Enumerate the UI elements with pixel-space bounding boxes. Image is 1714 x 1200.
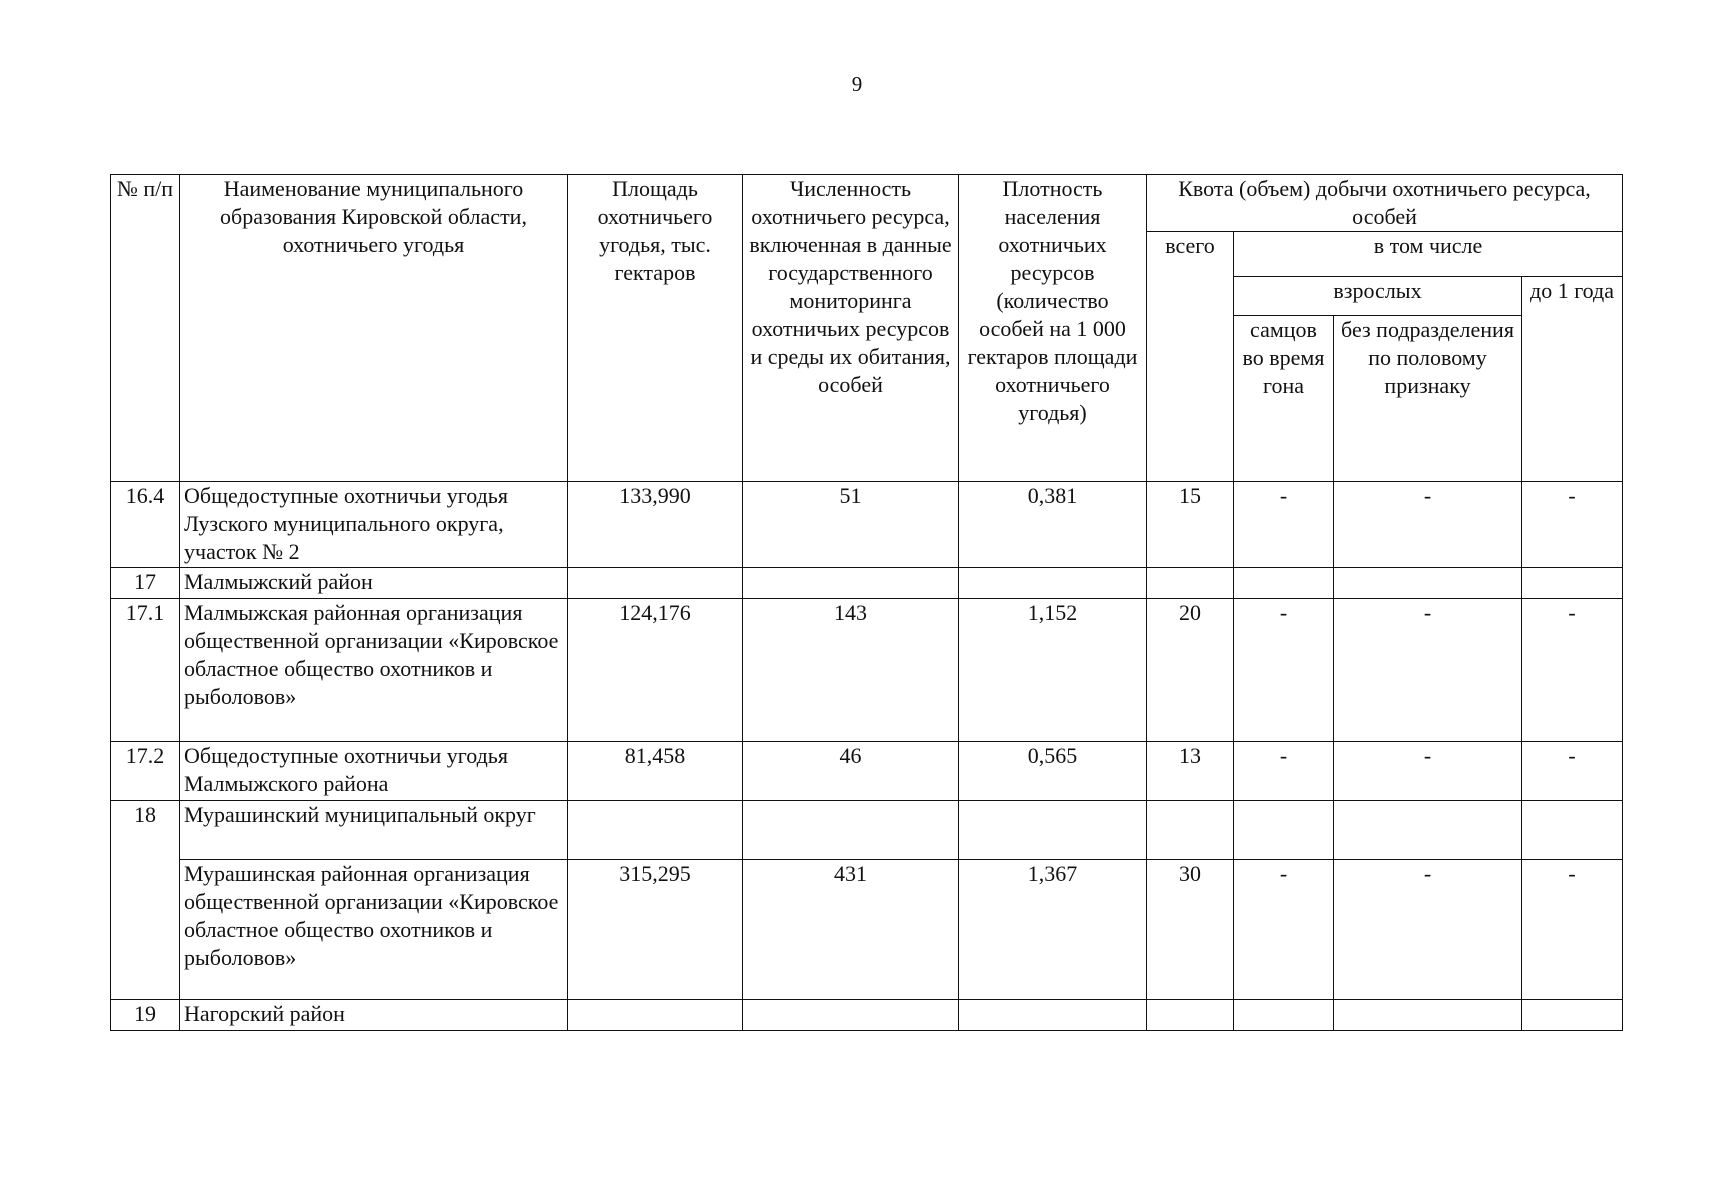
row-males: [1234, 568, 1334, 599]
row-area: 81,458: [568, 742, 743, 801]
row-name: Малмыжский район: [180, 568, 568, 599]
row-area: [568, 1000, 743, 1031]
row-name: Общедоступные охотничьи угодья Малмыжского района: [180, 742, 568, 801]
row-area: [568, 801, 743, 860]
table-row: [111, 568, 1623, 599]
row-young: -: [1522, 742, 1623, 801]
row-young: -: [1522, 599, 1623, 742]
row-name: Малмыжская районная организация общественной организации «Кировское областное общество охотников и рыболовов»: [180, 599, 568, 742]
header-quota: Квота (объем) добычи охотничьего ресурса, особей: [1147, 175, 1623, 232]
row-total: 30: [1147, 860, 1234, 1000]
table-row: [111, 801, 1623, 860]
header-males-rut: самцов во время гона: [1234, 316, 1334, 482]
row-count: 51: [743, 482, 959, 568]
row-males: [1234, 801, 1334, 860]
row-name: Общедоступные охотничьи угодья Лузского муниципального округа, участок № 2: [180, 482, 568, 568]
row-males: -: [1234, 482, 1334, 568]
row-nosex: -: [1334, 482, 1522, 568]
row-density: 0,381: [959, 482, 1147, 568]
header-name: Наименование муниципального образования Кировской области, охотничьего угодья: [180, 175, 568, 482]
row-density: 1,367: [959, 860, 1147, 1000]
row-nosex: [1334, 801, 1522, 860]
row-nosex: -: [1334, 599, 1522, 742]
row-area: 315,295: [568, 860, 743, 1000]
row-density: [959, 801, 1147, 860]
header-including: в том числе: [1234, 232, 1623, 277]
row-count: [743, 568, 959, 599]
row-total: 13: [1147, 742, 1234, 801]
header-under-one: до 1 года: [1522, 277, 1623, 482]
row-count: 46: [743, 742, 959, 801]
table-row: [111, 482, 1623, 568]
quota-table: [110, 174, 1623, 1031]
row-young: [1522, 1000, 1623, 1031]
row-count: 143: [743, 599, 959, 742]
row-num: 17: [111, 568, 180, 599]
row-num: 17.2: [111, 742, 180, 801]
row-num: 18: [111, 801, 180, 1000]
table-row: [111, 742, 1623, 801]
row-density: [959, 568, 1147, 599]
header-area: Площадь охотничьего угодья, тыс. гектаров: [568, 175, 743, 482]
row-total: [1147, 1000, 1234, 1031]
row-num: 19: [111, 1000, 180, 1031]
row-count: 431: [743, 860, 959, 1000]
table-row: [111, 599, 1623, 742]
row-young: [1522, 801, 1623, 860]
page-number: 9: [851, 72, 863, 96]
row-count: [743, 801, 959, 860]
row-young: -: [1522, 860, 1623, 1000]
row-density: 0,565: [959, 742, 1147, 801]
row-area: 133,990: [568, 482, 743, 568]
row-males: -: [1234, 742, 1334, 801]
row-name: Нагорский район: [180, 1000, 568, 1031]
row-name: Мурашинский муниципальный округ: [180, 801, 568, 860]
row-name: Мурашинская районная организация общественной организации «Кировское областное общество охотников и рыболовов»: [180, 860, 568, 1000]
header-num: № п/п: [111, 175, 180, 482]
row-num: 17.1: [111, 599, 180, 742]
row-nosex: -: [1334, 742, 1522, 801]
row-young: [1522, 568, 1623, 599]
header-no-sex: без подразделения по половому признаку: [1334, 316, 1522, 482]
row-area: [568, 568, 743, 599]
row-count: [743, 1000, 959, 1031]
row-nosex: [1334, 1000, 1522, 1031]
header-adults: взрослых: [1234, 277, 1522, 316]
row-nosex: -: [1334, 860, 1522, 1000]
table-row: [111, 860, 1623, 1000]
row-young: -: [1522, 482, 1623, 568]
row-num: 16.4: [111, 482, 180, 568]
row-males: [1234, 1000, 1334, 1031]
row-nosex: [1334, 568, 1522, 599]
row-total: 20: [1147, 599, 1234, 742]
row-area: 124,176: [568, 599, 743, 742]
row-total: [1147, 568, 1234, 599]
table-row: [111, 1000, 1623, 1031]
row-density: [959, 1000, 1147, 1031]
row-males: -: [1234, 860, 1334, 1000]
row-total: [1147, 801, 1234, 860]
header-density: Плотность населения охотничьих ресурсов (количество особей на 1 000 гектаров площади охотничьего угодья): [959, 175, 1147, 482]
row-total: 15: [1147, 482, 1234, 568]
header-total: всего: [1147, 232, 1234, 482]
row-males: -: [1234, 599, 1334, 742]
header-count: Численность охотничьего ресурса, включенная в данные государственного мониторинга охотничьих ресурсов и среды их обитания, особей: [743, 175, 959, 482]
row-density: 1,152: [959, 599, 1147, 742]
